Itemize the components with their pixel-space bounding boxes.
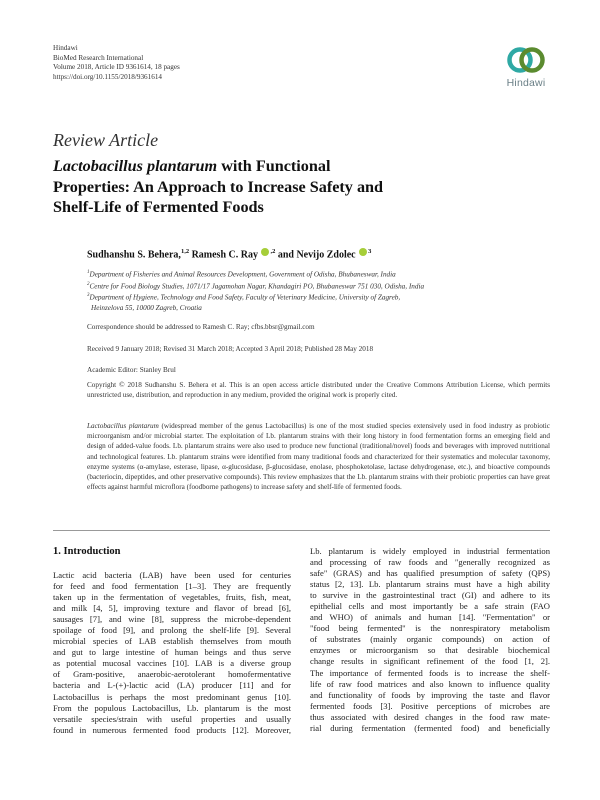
text-line: status [2, 13]. Lb. plantarum strains must have a high ability	[310, 579, 550, 590]
text-line: found in numerous fermented food products [12]. Moreover,	[53, 724, 291, 735]
affiliations	[87, 268, 550, 313]
text-line: microbial species of LAB establish themselves from mouth	[53, 636, 291, 647]
text-line: for feed and food fermentation [1–3]. They are frequently	[53, 581, 291, 592]
title-species-name: Lactobacillus plantarum	[53, 157, 218, 175]
correspondence: Correspondence should be addressed to Ramesh C. Ray; cfbs.bbsr@gmail.com	[87, 323, 315, 331]
academic-editor: Academic Editor: Stanley Brul	[87, 366, 176, 374]
text-line: and functionality of foods by improving the taste and flavor	[310, 689, 550, 700]
text-line: enzymes or microorganism so that desirable biochemical	[310, 645, 550, 656]
affiliation-3: $^3$Department of Hygiene, Technology and Food Safety, Faculty of Veterinary Medicine, University of Zagreb,	[87, 293, 401, 302]
intro-left-column	[53, 570, 291, 736]
text-line: bacteria and L-(+)-lactic acid (LA) producer [11] and for	[53, 680, 291, 691]
author-behera[interactable]: Sudhanshu S. Behera,	[87, 249, 181, 261]
text-line: The importance of fermented foods is to increase the shelf-	[310, 667, 550, 678]
abstract-text: (widespread member of the genus Lactobacillus) is one of the most studied species extensively used in food industry as probiotic microorganism and/or microbial starter. The exploitation of Lb. plantarum strains with their long history in food fermentation forms an emerging field and design of added-value foods. Lb. plantarum strains were also used to produce new functional (traditional/novel) foods and beverages with improved nutritional and technological features. Lb. plantarum strains were identified from many traditional foods and characterized for their systematics and molecular taxonomy, enzyme systems (α-amylase, esterase, lipase, α-glucosidase, β-glucosidase, enolase, phosphoketolase, lactase dehydrogenase, etc.), and bioactive compounds (bacteriocin, dipeptides, and other preservative compounds). This review emphasizes that the Lb. plantarum strains with their probiotic properties can have great effects against harmful microflora (foodborne pathogens) to increase safety and shelf-life of fermented foods.	[87, 422, 550, 492]
author-ray[interactable]: Ramesh C. Ray	[191, 249, 258, 261]
text-line: spoilage of food [9], and prolong the shelf-life [9]. Several	[53, 625, 291, 636]
article-type: Review Article	[53, 130, 159, 150]
affiliation-3-continued: Heinzelova 55, 10000 Zagreb, Croatia	[91, 303, 202, 312]
text-line: safe" (GRAS) and has qualified presumption of safety (QPS)	[310, 568, 550, 579]
text-line: epithelial cells and most importantly be a safe strain (FAO	[310, 601, 550, 612]
text-line: sausages [7], and wine [8], suppress the microbe-dependent	[53, 614, 291, 625]
section-divider	[53, 530, 550, 531]
author-list: Sudhanshu S. Behera,$^{1,2}$ Ramesh C. Ray $^{,2}$ and Nevijo Zdolec $^3$	[87, 248, 372, 261]
text-line: fermented foods [3]. Positive perceptions of microbes are	[310, 700, 550, 711]
text-line: of substrates (mainly organic compounds) on action of	[310, 634, 550, 645]
doi-link[interactable]: https://doi.org/10.1155/2018/9361614	[53, 72, 163, 81]
text-line: and processing of raw foods and "generally recognized as	[310, 557, 550, 568]
journal-metadata	[53, 44, 180, 82]
text-line: change results in significant refinement of the food [1, 2].	[310, 656, 550, 667]
text-line: From the populous Lactobacillus, Lb. plantarum is the most	[53, 702, 291, 713]
text-line: thus associated with desired changes in the food raw mate-	[310, 711, 550, 722]
journal-name: BioMed Research International	[53, 53, 144, 62]
text-line: to survive in the gastrointestinal tract (GI) and adhere to its	[310, 590, 550, 601]
publication-dates: Received 9 January 2018; Revised 31 March 2018; Accepted 3 April 2018; Published 28 May 2018	[87, 345, 374, 353]
title-line-1: Lactobacillus plantarum with Functional	[53, 157, 331, 175]
text-line: life of raw food matrices and also known to influence quality	[310, 678, 550, 689]
author-zdolec[interactable]: and Nevijo Zdolec	[277, 249, 356, 261]
abstract	[87, 421, 550, 492]
volume-info: Volume 2018, Article ID 9361614, 18 pages	[53, 63, 180, 72]
text-line: versatile species/strain with useful properties and usually	[53, 713, 291, 724]
text-line: and gut to large intestine of human beings and thus serve	[53, 647, 291, 658]
text-line: as potential mucosal vaccines [10]. LAB is a diverse group	[53, 658, 291, 669]
orcid-icon[interactable]	[359, 248, 367, 256]
text-line: taken up in the fermentation of vegetables, fruits, fish, meat,	[53, 592, 291, 603]
publisher-name: Hindawi	[53, 44, 78, 52]
text-line: rial during fermentation (fermented food) and beneficially	[310, 722, 550, 733]
affiliation-1: $^1$Department of Fisheries and Animal Resources Development, Government of Odisha, Bhubaneswar, India	[87, 270, 396, 279]
hindawi-rings-icon	[505, 44, 547, 76]
title-line-3: Shelf-Life of Fermented Foods	[53, 198, 264, 216]
abstract-lead: Lactobacillus plantarum	[87, 422, 159, 430]
orcid-icon[interactable]	[261, 248, 269, 256]
text-line: of Gram-positive, anaerobic-aerotolerant homofermentative	[53, 669, 291, 680]
text-line: Lactic acid bacteria (LAB) have been used for centuries	[53, 570, 291, 580]
text-line: and milk [4, 5], improving texture and flavor of bread [6],	[53, 603, 291, 614]
section-heading-introduction: 1. Introduction	[53, 546, 121, 557]
hindawi-logo	[496, 44, 556, 104]
hindawi-wordmark: Hindawi	[506, 77, 546, 89]
text-line: Lb. plantarum is widely employed in industrial fermentation	[310, 546, 550, 556]
article-title	[53, 156, 473, 218]
text-line: "food being fermented" is the nonrespiratory metabolism	[310, 623, 550, 634]
title-line-2: Properties: An Approach to Increase Safety and	[53, 177, 384, 196]
text-line: Lactobacillus is perhaps the most predominant genus [10].	[53, 691, 291, 702]
text-line: and WHO) of animals and human [14]. "Fermentation" or	[310, 612, 550, 623]
affiliation-2: $^2$Centre for Food Biology Studies, 1071/17 Jagamohan Nagar, Khandagiri PO, Bhubaneswar 751 030, Odisha, India	[87, 281, 425, 290]
intro-right-column	[310, 546, 550, 734]
copyright-notice: Copyright © 2018 Sudhanshu S. Behera et al. This is an open access article distributed under the Creative Commons Attribution License, which permits unrestricted use, distribution, and reproduction in any medium, provided the original work is properly cited.	[87, 381, 550, 400]
